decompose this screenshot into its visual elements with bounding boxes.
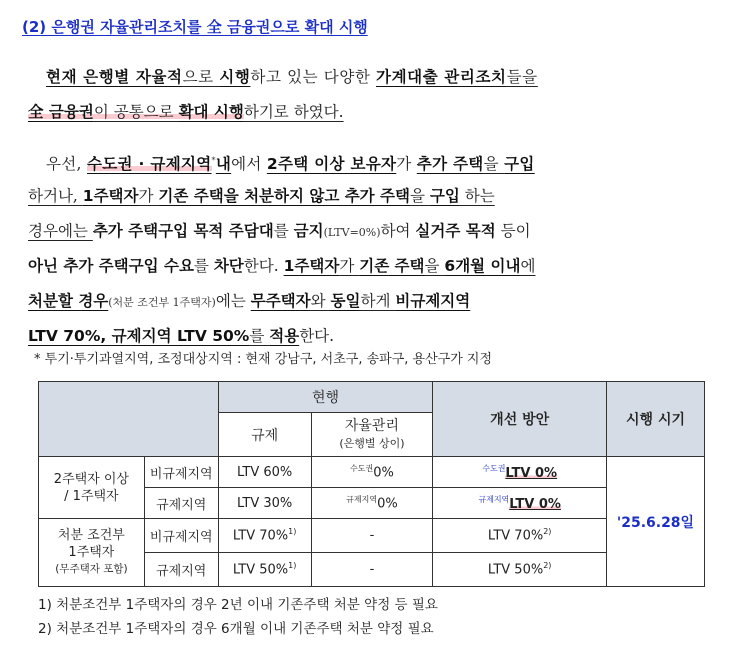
text: 으로: [182, 68, 220, 86]
section-heading: (2) 은행권 자율관리조치를 全 금융권으로 확대 시행: [22, 18, 368, 36]
bold-phrase: 1주택자: [82, 187, 139, 205]
bold-phrase: 기존 주택을 처분하지 않고 추가 주택: [158, 187, 410, 205]
cell-improve: [433, 553, 607, 587]
footnote-mark: 2): [543, 527, 552, 537]
group-label: 처분 조건부: [57, 528, 125, 543]
text: 가: [339, 257, 360, 275]
paragraph-line: [28, 97, 708, 132]
table-header-row: [39, 382, 705, 413]
text: 에서: [231, 155, 267, 174]
region-nonreg: 비규제지역: [144, 457, 218, 488]
text: 하기로 하였다.: [243, 103, 344, 121]
cell-improve: [433, 519, 607, 553]
table-header-current: 현행: [218, 382, 433, 413]
cell-improve: [433, 488, 607, 519]
self-value: 0%: [373, 465, 394, 481]
paragraph-intro: [28, 62, 708, 132]
bold-phrase: 추가 주택: [416, 155, 484, 174]
footnote-item: 2) 처분조건부 1주택자의 경우 6개월 이내 기존주택 처분 약정 필요: [38, 621, 434, 637]
region-nonreg: 비규제지역: [144, 519, 218, 553]
bold-phrase: 동일: [330, 292, 361, 310]
text: 를: [273, 222, 294, 240]
self-prefix: 수도권: [350, 464, 374, 474]
self-label: 자율관리: [344, 417, 399, 434]
text: 한다.: [299, 327, 335, 345]
text: (LTV=0%): [323, 226, 381, 239]
bold-phrase: 실거주 목적: [415, 222, 496, 240]
cell-self: [311, 457, 433, 488]
group-label: 1주택자: [68, 545, 115, 560]
text: 우선,: [46, 155, 88, 174]
bold-phrase: 아닌 추가 주택구입 수요: [28, 257, 194, 275]
text: 이 공통으로: [93, 103, 179, 121]
text: (처분 조건부 1주택자): [108, 296, 216, 309]
improve-prefix: 규제지역: [478, 495, 510, 505]
cell-reg: [218, 553, 311, 587]
table-header-improve: 개선 방안: [433, 382, 607, 457]
footnotes: [38, 594, 438, 642]
table-header-date: 시행 시기: [607, 382, 705, 457]
text: 가: [396, 155, 417, 174]
text: 을: [424, 257, 445, 275]
bold-phrase: 수도권 · 규제지역: [87, 155, 212, 174]
footnote-mark: 1): [288, 561, 297, 571]
region-note: * 투기·투기과열지역, 조정대상지역 : 현재 강남구, 서초구, 송파구, 용산구가 지정: [34, 352, 493, 367]
improve-value: LTV 0%: [505, 465, 558, 481]
bold-phrase: 적용: [269, 327, 300, 345]
bold-phrase: 확대 시행: [178, 103, 244, 121]
cell-self: [311, 488, 433, 519]
improve-value: LTV 0%: [509, 496, 561, 512]
cell-reg: [218, 519, 311, 553]
text: 하고 있는 다양한: [250, 68, 377, 86]
cell-self: -: [311, 553, 433, 587]
bold-phrase: 내: [215, 155, 232, 174]
text: 한다.: [243, 257, 284, 275]
improve-value: LTV 70%: [487, 528, 544, 544]
text: 가: [138, 187, 159, 205]
cell-improve: [433, 457, 607, 488]
footnote-mark: 2): [543, 561, 552, 571]
paragraph-detail: [28, 146, 708, 356]
bold-phrase: 全 금융권: [28, 103, 94, 121]
group-label: 2주택자 이상: [53, 471, 129, 487]
bold-phrase: 구입: [429, 187, 460, 205]
reg-value: LTV 70%: [232, 528, 289, 544]
table-header-reg: 규제: [218, 413, 311, 457]
cell-reg: LTV 60%: [218, 457, 311, 488]
bold-phrase: 시행: [219, 68, 251, 86]
bold-phrase: 2주택 이상 보유자: [266, 155, 397, 174]
text: 을: [483, 155, 505, 174]
text: 들을: [506, 68, 538, 86]
table-header-corner: [39, 382, 219, 457]
policy-table: [38, 381, 705, 587]
self-prefix: 규제지역: [346, 495, 378, 505]
self-sub-label: (은행별 상이): [339, 436, 405, 450]
table-row: [39, 519, 705, 553]
footnote-item: 1) 처분조건부 1주택자의 경우 2년 이내 기존주택 처분 약정 등 필요: [38, 597, 438, 613]
paragraph-line: [28, 216, 708, 251]
paragraph-line: [28, 181, 708, 216]
footnote-mark: *: [211, 156, 216, 165]
improve-prefix: 수도권: [482, 464, 506, 474]
paragraph-line: [28, 251, 708, 286]
bold-phrase: 처분할 경우: [28, 292, 109, 310]
group-sub-label: (무주택자 포함): [55, 563, 128, 575]
text: 에: [520, 257, 536, 275]
region-reg: 규제지역: [144, 488, 218, 519]
bold-phrase: 금지: [293, 222, 324, 240]
region-reg: 규제지역: [144, 553, 218, 587]
text: 를: [249, 327, 270, 345]
bold-phrase: 6개월 이내: [444, 257, 521, 275]
bold-phrase: 비규제지역: [395, 292, 471, 310]
improve-value: LTV 50%: [487, 562, 544, 578]
text: 하거나,: [28, 187, 83, 205]
bold-phrase: 차단: [213, 257, 244, 275]
text: 하게: [360, 292, 396, 310]
text: 하는: [459, 187, 495, 205]
cell-date: '25.6.28일: [607, 457, 705, 587]
text: 를: [193, 257, 214, 275]
text: 을: [409, 187, 430, 205]
bold-phrase: 추가 주택구입 목적 주담대: [92, 222, 274, 240]
group-conditional: [39, 519, 145, 587]
text: 등이: [495, 222, 531, 240]
paragraph-line: [28, 62, 708, 97]
bold-phrase: LTV 70%, 규제지역 LTV 50%: [28, 327, 250, 345]
paragraph-line: [28, 286, 708, 321]
bold-phrase: 현재 은행별 자율적: [46, 68, 183, 86]
text: 와: [310, 292, 331, 310]
table-row: [39, 457, 705, 488]
bold-phrase: 기존 주택: [359, 257, 425, 275]
table-header-self: [311, 413, 433, 457]
reg-value: LTV 50%: [232, 562, 289, 578]
bold-phrase: 무주택자: [250, 292, 311, 310]
self-value: 0%: [377, 496, 398, 512]
text: 경우에는: [28, 222, 93, 240]
text: 하여: [380, 222, 416, 240]
group-multi-home: [39, 457, 145, 519]
group-label: / 1주택자: [64, 488, 119, 504]
cell-self: -: [311, 519, 433, 553]
bold-phrase: 구입: [504, 155, 535, 174]
paragraph-line: [28, 146, 708, 181]
text: 에는: [215, 292, 251, 310]
cell-reg: LTV 30%: [218, 488, 311, 519]
footnote-mark: 1): [288, 527, 297, 537]
bold-phrase: 1주택자: [283, 257, 340, 275]
bold-phrase: 가계대출 관리조치: [376, 68, 507, 86]
